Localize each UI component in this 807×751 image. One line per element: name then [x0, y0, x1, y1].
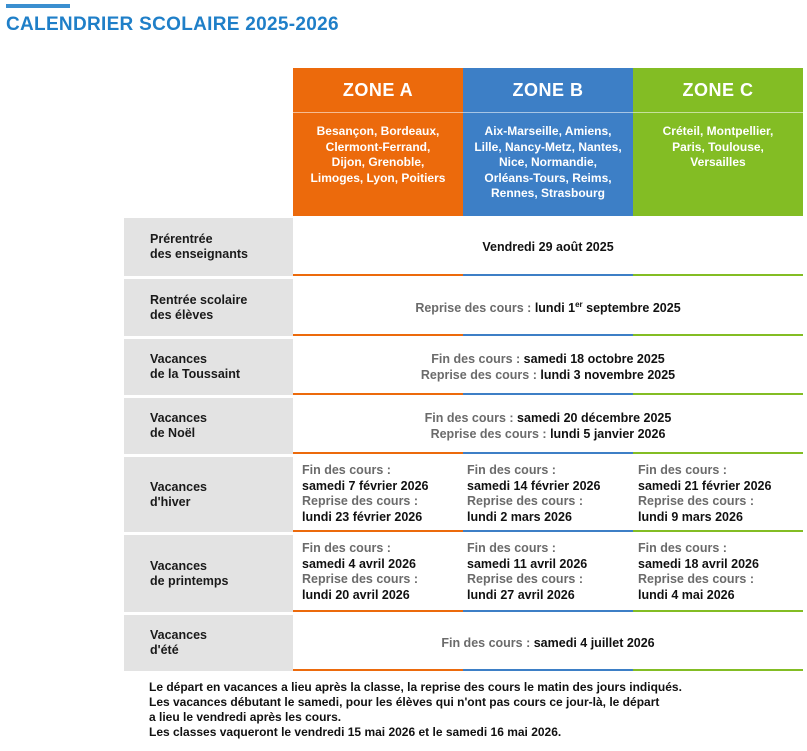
end-date: samedi 7 février 2026 [302, 478, 429, 493]
city-line: Nice, Normandie, [498, 155, 598, 169]
resume-label: Reprise des cours : [467, 494, 584, 508]
city-line: Versailles [690, 155, 746, 169]
row-label [124, 339, 293, 395]
end-date: samedi 18 octobre 2025 [523, 352, 665, 366]
resume-date: lundi 3 novembre 2025 [540, 368, 676, 382]
zone-b-underline [463, 393, 633, 395]
resume-date: lundi 27 avril 2026 [467, 587, 575, 602]
page-title: CALENDRIER SCOLAIRE 2025-2026 [6, 14, 339, 35]
zone-c-cell [633, 457, 803, 532]
city-line: Créteil, Montpellier, [662, 124, 774, 138]
end-date: samedi 4 juillet 2026 [533, 636, 655, 650]
city-line: Besançon, Bordeaux, [316, 124, 440, 138]
row-label-line: de la Toussaint [150, 367, 241, 381]
end-label: Fin des cours : [638, 541, 727, 555]
resume-date: lundi 4 mai 2026 [638, 587, 735, 602]
zone-a-underline [293, 393, 463, 395]
resume-label: Reprise des cours : [415, 300, 532, 315]
footnote-line: Le départ en vacances a lieu après la classe, la reprise des cours le matin des jours indiqués. [149, 680, 682, 694]
resume-label: Reprise des cours : [638, 494, 755, 508]
row-label-line: Vacances [150, 479, 207, 494]
zone-b-underline [463, 669, 633, 671]
zone-c-underline [633, 530, 803, 532]
zone-header-divider [293, 112, 803, 113]
row-label [124, 457, 293, 532]
zone-b-underline [463, 610, 633, 612]
row-hiver [124, 457, 803, 532]
footnote [149, 680, 682, 740]
zone-c-underline [633, 669, 803, 671]
row-rentree [124, 279, 803, 336]
end-date: samedi 20 décembre 2025 [517, 411, 672, 425]
zone-c-header: ZONE C [633, 68, 803, 112]
row-label-line: de Noël [150, 426, 196, 440]
rentree-date-month: septembre 2025 [582, 300, 681, 315]
end-label: Fin des cours : [638, 463, 727, 477]
end-date: samedi 4 avril 2026 [302, 556, 416, 571]
rentree-date [535, 301, 681, 315]
zone-b-underline [463, 274, 633, 276]
zone-a-underline [293, 669, 463, 671]
row-label-line: d'été [150, 643, 179, 657]
end-label: Fin des cours : [302, 463, 391, 477]
zone-a-underline [293, 610, 463, 612]
zone-c-underline [633, 274, 803, 276]
row-label-line: Prérentrée [150, 232, 213, 246]
row-label-line: d'hiver [150, 494, 191, 509]
row-content [293, 615, 803, 671]
zone-b-cell [463, 457, 633, 532]
row-label-line: des élèves [150, 307, 214, 322]
resume-label: Reprise des cours : [638, 572, 755, 586]
row-label-line: Vacances [150, 558, 207, 573]
resume-label: Reprise des cours : [467, 572, 584, 586]
row-label [124, 615, 293, 671]
zone-b-underline [463, 334, 633, 336]
resume-label: Reprise des cours : [302, 494, 419, 508]
zone-a-underline [293, 530, 463, 532]
end-date: samedi 11 avril 2026 [467, 556, 588, 571]
row-label [124, 535, 293, 612]
row-noel [124, 398, 803, 454]
zone-a-underline [293, 452, 463, 454]
row-content [293, 535, 803, 612]
rentree-date-day: lundi 1 [534, 300, 576, 315]
end-label: Fin des cours : [467, 463, 556, 477]
zone-b-cell [463, 535, 633, 612]
zone-a-cell [293, 457, 463, 532]
zone-c-underline [633, 393, 803, 395]
row-ete [124, 615, 803, 671]
city-line: Rennes, Strasbourg [490, 186, 606, 200]
footnote-line: Les classes vaqueront le vendredi 15 mai 2026 et le samedi 16 mai 2026. [149, 725, 562, 739]
end-date: samedi 18 avril 2026 [638, 556, 759, 571]
city-line: Dijon, Grenoble, [331, 155, 425, 169]
resume-date: lundi 20 avril 2026 [302, 587, 410, 602]
resume-date: lundi 9 mars 2026 [638, 509, 743, 524]
zone-c-underline [633, 452, 803, 454]
resume-label: Reprise des cours : [430, 427, 547, 441]
city-line: Clermont-Ferrand, [325, 139, 431, 154]
end-label: Fin des cours : [467, 541, 556, 555]
city-line: Limoges, Lyon, Poitiers [310, 170, 446, 185]
city-line: Lille, Nancy-Metz, Nantes, [474, 139, 622, 154]
row-content [293, 339, 803, 395]
row-label [124, 279, 293, 336]
row-label-line: de printemps [150, 573, 229, 588]
zone-c-cell [633, 535, 803, 612]
city-line: Orléans-Tours, Reims, [484, 170, 612, 185]
zone-c-underline [633, 334, 803, 336]
end-date: samedi 21 février 2026 [638, 478, 772, 493]
zone-a-underline [293, 334, 463, 336]
row-content [293, 398, 803, 454]
zone-c-underline [633, 610, 803, 612]
row-toussaint [124, 339, 803, 395]
resume-label: Reprise des cours : [420, 368, 537, 382]
zone-a-cities [293, 112, 463, 216]
footnote-line: Les vacances débutant le samedi, pour les élèves qui n'ont pas cours ce jour-là, le départ [149, 695, 660, 709]
end-date: samedi 14 février 2026 [467, 478, 601, 493]
zone-b-cities [463, 112, 633, 216]
rentree-date-sup: er [575, 299, 583, 309]
end-label: Fin des cours : [441, 636, 531, 650]
row-label-line: Vacances [150, 352, 207, 366]
end-label: Fin des cours : [302, 541, 391, 555]
city-line: Paris, Toulouse, [672, 139, 764, 154]
resume-date: lundi 5 janvier 2026 [550, 427, 666, 441]
row-label-line: des enseignants [150, 247, 248, 261]
row-prerentree [124, 218, 803, 276]
prerentree-date: Vendredi 29 août 2025 [482, 240, 614, 254]
resume-label: Reprise des cours : [302, 572, 419, 586]
zone-b-underline [463, 530, 633, 532]
zone-a-cell [293, 535, 463, 612]
row-content [293, 457, 803, 532]
zone-b-underline [463, 452, 633, 454]
row-printemps [124, 535, 803, 612]
zone-a-header: ZONE A [293, 68, 463, 112]
row-content [293, 218, 803, 276]
row-content [293, 279, 803, 336]
end-label: Fin des cours : [424, 411, 514, 425]
resume-date: lundi 2 mars 2026 [467, 509, 572, 524]
zone-b-header: ZONE B [463, 68, 633, 112]
city-line: Aix-Marseille, Amiens, [484, 124, 612, 138]
zone-c-cities [633, 112, 803, 216]
resume-date: lundi 23 février 2026 [302, 509, 423, 524]
zone-a-underline [293, 274, 463, 276]
title-accent-bar [6, 4, 70, 8]
row-label-line: Vacances [150, 628, 207, 642]
row-label [124, 218, 293, 276]
footnote-line: a lieu le vendredi après les cours. [149, 710, 342, 724]
row-label-line: Vacances [150, 411, 207, 425]
row-label [124, 398, 293, 454]
end-label: Fin des cours : [431, 352, 521, 366]
row-label-line: Rentrée scolaire [150, 292, 248, 307]
